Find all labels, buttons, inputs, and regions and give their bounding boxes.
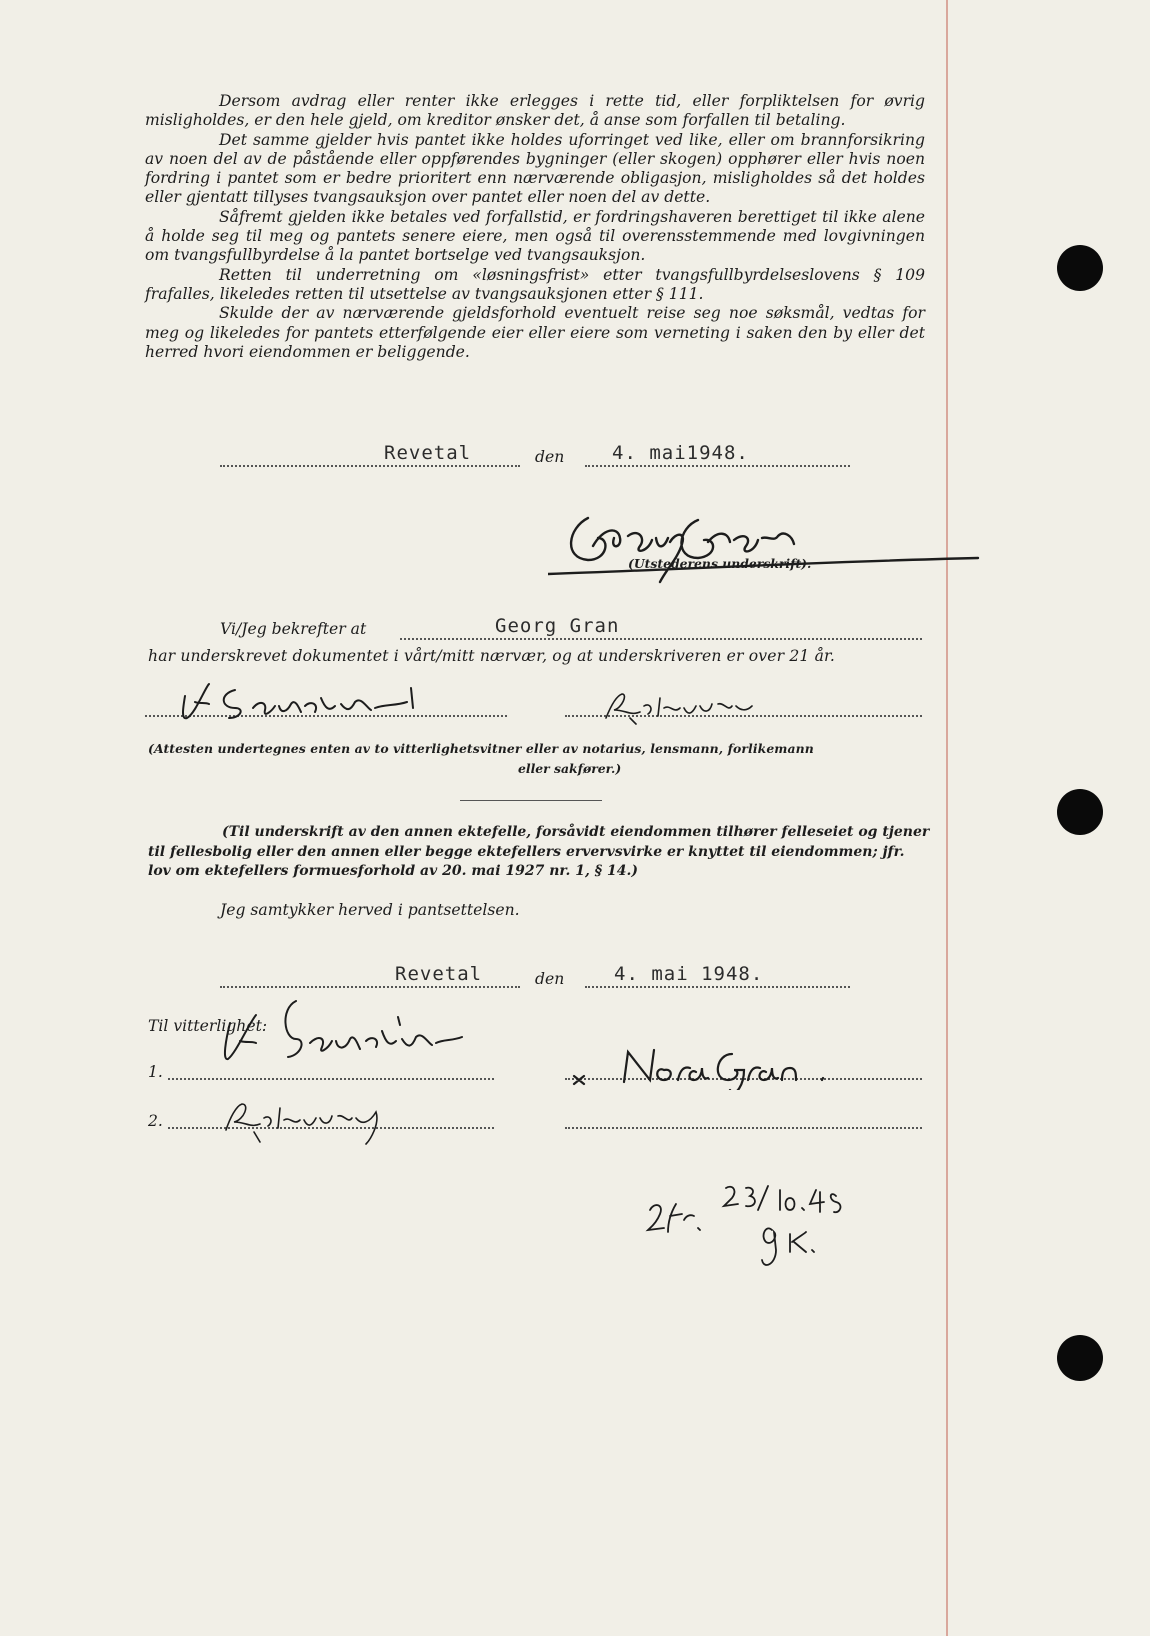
clause-3: Såfremt gjelden ikke betales ved forfallstid, er fordringshaveren berettiget til ikke alene å holde seg til meg og pantets senere eiere, men også til overensstemmende med lovgivningen om tvangsfullbyrdelse å la pantet bortselge ved tvangsauksjon. (145, 207, 925, 265)
spouse-para-line-3: lov om ektefellers formuesforhold av 20. mai 1927 nr. 1, § 14.) (148, 863, 638, 879)
date-line-2 (585, 986, 850, 988)
place-line-1 (220, 465, 520, 467)
punch-hole-top (1057, 245, 1103, 291)
place-2: Revetal (395, 963, 483, 985)
punch-hole-bottom (1057, 1335, 1103, 1381)
attest-note-line-1: (Attesten undertegnes enten av to vitterlighetsvitner eller av notarius, lensmann, forlikemann (148, 741, 814, 756)
place-line-2 (220, 986, 520, 988)
witness-number-2: 2. (148, 1112, 163, 1130)
date-1: 4. mai1948. (612, 442, 749, 464)
clause-4: Retten til underretning om «løsningsfrist» etter tvangsfullbyrdelseslovens § 109 frafalles, likeledes retten til utsettelse av tvangsauksjonen etter § 111. (145, 265, 925, 303)
clauses-block (145, 92, 925, 362)
clause-5: Skulde der av nærværende gjeldsforhold eventuelt reise seg noe søksmål, vedtas for meg og likeledes for pantets etterfølgende eier eller eiere som verneting i saken den by eller det herred hvori eiendommen er beliggende. (145, 304, 925, 361)
consent-text: Jeg samtykker herved i pantsettelsen. (220, 901, 520, 919)
spouse-extra-line (565, 1127, 922, 1129)
separator-line (460, 800, 602, 801)
vitterlighet-label: Til vitterlighet: (148, 1017, 268, 1035)
punch-hole-middle (1057, 789, 1103, 835)
confirm-text: har underskrevet dokumentet i vårt/mitt nærvær, og at underskriveren er over 21 år. (148, 647, 836, 665)
confirm-name: Georg Gran (495, 615, 620, 637)
clause-2: Det samme gjelder hvis pantet ikke holdes uforringet ved like, eller om brannforsikring av noen del av de påstående eller oppførendes bygninger (eller skogen) opphører eller hvis noen fordring i pantet som er bedre prioritert enn nærværende obligasjon, misligholdes så det holdes eller gjentatt tillyses tvangsauksjon over pantet eller noen del av dette. (145, 130, 925, 207)
spouse-para-line-1: (Til underskrift av den annen ektefelle, forsåvidt eiendommen tilhører felleseiet og tjener (222, 824, 930, 840)
confirm-label: Vi/Jeg bekrefter at (220, 620, 367, 638)
witness-signature-1 (175, 678, 475, 728)
date-2: 4. mai 1948. (614, 963, 764, 985)
issuer-signature (548, 498, 988, 588)
margin-rule (946, 0, 948, 1636)
witness-number-1: 1. (148, 1063, 163, 1081)
handwritten-registry-note (640, 1180, 900, 1280)
place-1: Revetal (384, 442, 472, 464)
attest-note-line-2: eller sakfører.) (518, 761, 622, 776)
date-line-1 (585, 465, 850, 467)
witness-signature-2 (600, 688, 800, 728)
den-label-1: den (535, 448, 565, 466)
spouse-witness-signature-2 (220, 1100, 440, 1150)
issuer-signature-caption: (Utstederens underskrift). (628, 556, 812, 571)
den-label-2: den (535, 970, 565, 988)
spouse-signature (560, 1040, 880, 1090)
confirm-line (400, 638, 922, 640)
spouse-para-line-2: til fellesbolig eller den annen eller begge ektefellers ervervsvirke er knyttet til eiendommen; jfr. (148, 844, 905, 860)
spouse-witness-line-1 (168, 1078, 494, 1080)
spouse-witness-signature-1 (200, 995, 480, 1075)
clause-1: Dersom avdrag eller renter ikke erlegges i rette tid, eller forpliktelsen for øvrig misligholdes, er den hele gjeld, om kreditor ønsker det, å anse som forfallen til betaling. (145, 92, 925, 130)
